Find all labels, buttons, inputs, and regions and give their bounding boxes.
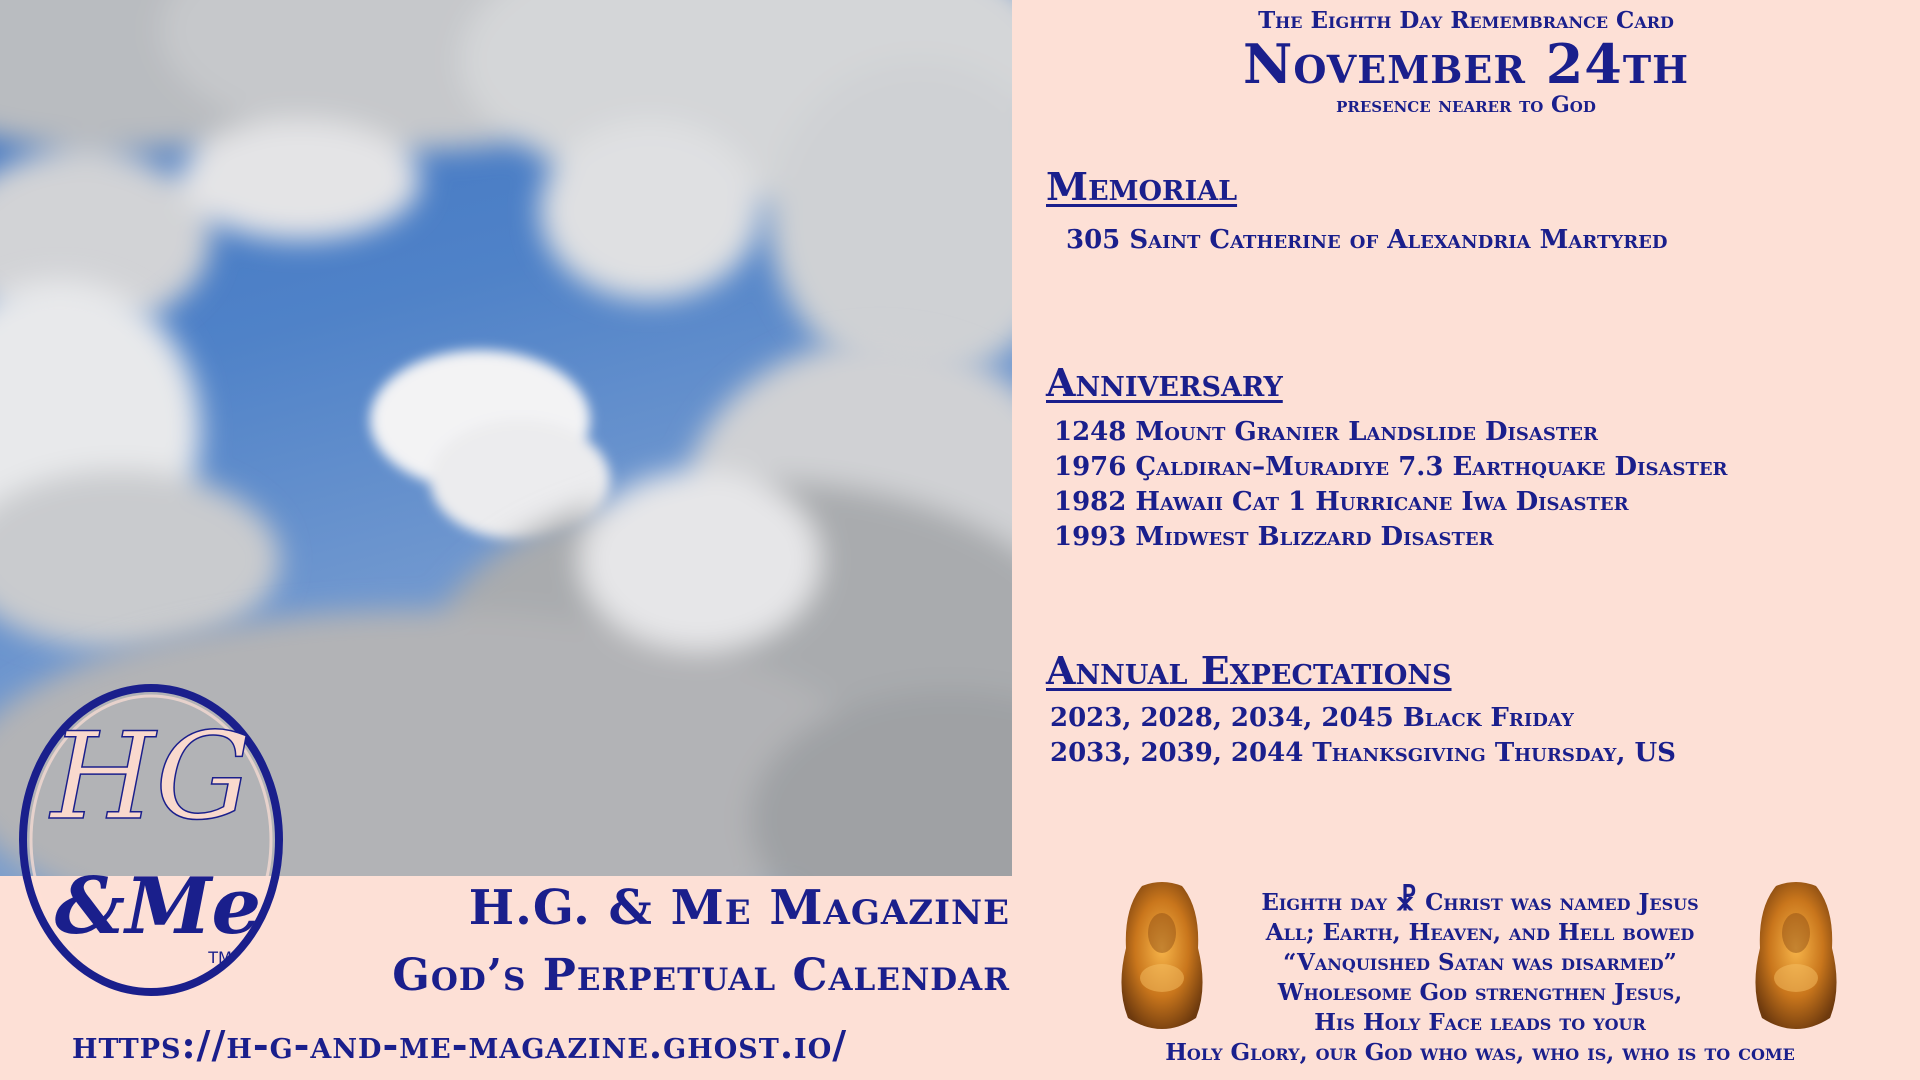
website-url[interactable]: https://h-g-and-me-magazine.ghost.io/ — [72, 1022, 848, 1067]
verse-line — [1100, 886, 1860, 918]
calendar-title: God’s Perpetual Calendar — [392, 950, 1010, 1001]
verse-line: Wholesome God strengthen Jesus, — [1277, 979, 1683, 1006]
logo-hg-letters: HG — [50, 708, 252, 847]
verse-line: Holy Glory, our God who was, who is, who is to come — [1165, 1039, 1795, 1066]
eighth-day-verse — [1100, 886, 1860, 1068]
card-header — [1012, 6, 1920, 118]
hg-and-me-logo — [8, 668, 294, 1008]
anniversary-item: 1248 Mount Granier Landslide Disaster — [1054, 417, 1598, 447]
trademark-symbol: TM — [208, 948, 232, 967]
magazine-title: H.G. & Me Magazine — [468, 880, 1010, 936]
verse-line: His Holy Face leads to your — [1314, 1009, 1646, 1036]
expectation-item: 2023, 2028, 2034, 2045 Black Friday — [1050, 703, 1574, 733]
memorial-section — [1046, 164, 1668, 258]
anniversary-item: 1993 Midwest Blizzard Disaster — [1054, 522, 1494, 552]
expectations-list — [1046, 701, 1676, 771]
anniversary-list — [1046, 415, 1728, 555]
memorial-item: 305 Saint Catherine of Alexandria Martyred — [1066, 225, 1668, 255]
verse-line: “Vanquished Satan was disarmed” — [1283, 949, 1677, 976]
expectation-item: 2033, 2039, 2044 Thanksgiving Thursday, US — [1050, 738, 1676, 768]
card-date: November 24th — [1242, 32, 1690, 96]
card-title: The Eighth Day Remembrance Card — [1258, 7, 1674, 34]
verse-line-1-end: Christ was named Jesus — [1425, 889, 1699, 916]
verse-line-1-start: Eighth day — [1261, 889, 1388, 916]
verse-line: All; Earth, Heaven, and Hell bowed — [1265, 919, 1695, 946]
expectations-heading: Annual Expectations — [1046, 648, 1452, 693]
memorial-heading: Memorial — [1046, 164, 1238, 209]
anniversary-item: 1976 Çaldiran–Muradiye 7.3 Earthquake Disaster — [1054, 452, 1728, 482]
memorial-list — [1046, 223, 1668, 258]
anniversary-heading: Anniversary — [1046, 360, 1283, 405]
chi-rho-icon: ☧ — [1395, 884, 1418, 917]
expectations-section — [1046, 648, 1676, 771]
anniversary-section — [1046, 360, 1728, 555]
card-subtitle: presence nearer to God — [1336, 92, 1596, 118]
logo-me-letters: &Me — [54, 861, 262, 952]
anniversary-item: 1982 Hawaii Cat 1 Hurricane Iwa Disaster — [1054, 487, 1629, 517]
